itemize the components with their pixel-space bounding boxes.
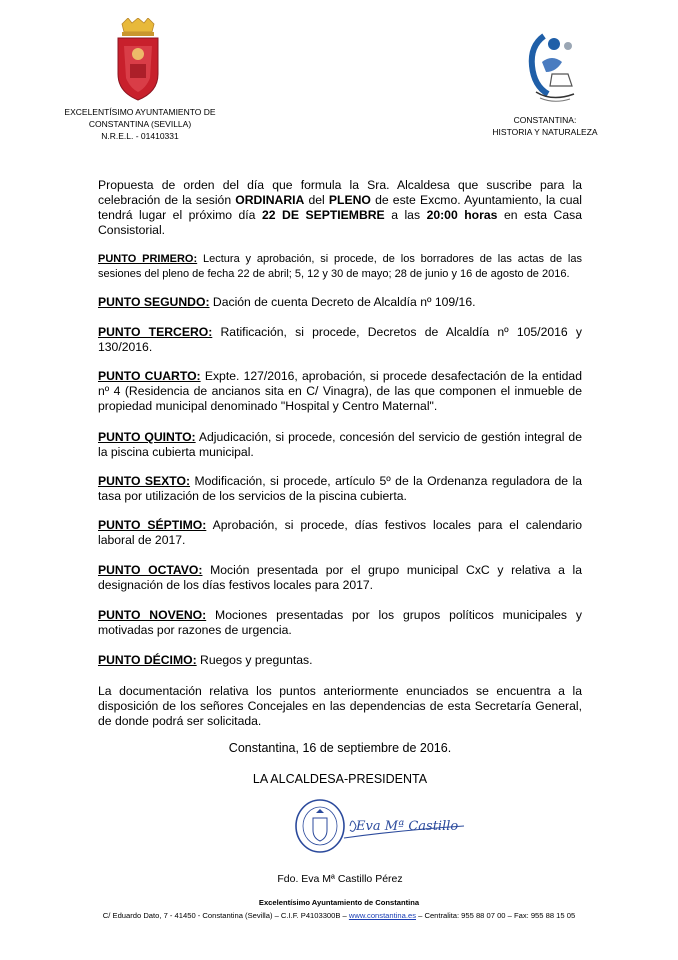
agenda-point — [98, 653, 582, 668]
tourism-town: CONSTANTINA: — [513, 115, 577, 125]
session-type: ORDINARIA — [235, 193, 305, 207]
agenda-point-label: PUNTO OCTAVO: — [98, 563, 203, 577]
intro-text-2: del — [304, 193, 329, 207]
agenda-point-text: Expte. 127/2016, aprobación, si procede desafectación de la entidad nº 4 (Residencia de ancianos sita en C/ Vinagra), de las que componen el inmueble de propiedad municipal denominado "Hospital y Centro Maternal". — [98, 369, 582, 413]
tourism-logo — [522, 32, 580, 104]
official-seal-signature — [292, 796, 472, 854]
agenda-point-text: Adjudicación, si procede, concesión del servicio de gestión integral de la piscina cubierta municipal. — [98, 430, 582, 459]
session-date: 22 DE SEPTIEMBRE — [261, 208, 385, 222]
issuer-header — [40, 106, 240, 142]
website-link[interactable]: www.constantina.es — [348, 911, 417, 920]
agenda-point-label: PUNTO SEXTO: — [98, 474, 191, 488]
signed-by: Fdo. Eva Mª Castillo Pérez — [277, 873, 403, 885]
agenda-point — [98, 295, 582, 310]
agenda-point — [98, 563, 582, 593]
agenda-point-text: Modificación, si procede, artículo 5º de la Ordenanza reguladora de la tasa por utilización de los servicios de la piscina cubierta. — [98, 474, 582, 503]
intro-text-1: Propuesta de orden del día que formula la Sra. Alcaldesa que suscribe para la celebración de la sesión — [98, 178, 582, 207]
closing-paragraph: La documentación relativa los puntos anteriormente enunciados se encuentra a la disposición de los señores Concejales en las dependencias de esta Secretaría General, de donde podrá ser solicitada. — [98, 684, 582, 728]
agenda-point-label: PUNTO PRIMERO: — [98, 253, 198, 265]
agenda-point — [98, 518, 582, 548]
agenda-point — [98, 369, 582, 414]
coat-of-arms-logo — [112, 18, 164, 102]
agenda-point-text: Ratificación, si procede, Decretos de Alcaldía nº 105/2016 y 130/2016. — [98, 325, 582, 354]
footer-address: C/ Eduardo Dato, 7 - 41450 - Constantina (Sevilla) – C.I.F. P4103300B – — [102, 911, 349, 920]
agenda-point-text: Aprobación, si procede, días festivos locales para el calendario laboral de 2017. — [98, 518, 582, 547]
agenda-point — [98, 252, 582, 282]
date-line: Constantina, 16 de septiembre de 2016. — [228, 741, 452, 755]
agenda-point-text: Moción presentada por el grupo municipal CxC y relativa a la designación de los días festivos locales para 2017. — [98, 563, 582, 592]
agenda-point — [98, 474, 582, 504]
issuer-nrel: N.R.E.L. - 01410331 — [101, 131, 179, 141]
agenda-point-label: PUNTO QUINTO: — [98, 430, 196, 444]
agenda-point-label: PUNTO SEGUNDO: — [98, 295, 210, 309]
intro-paragraph — [98, 178, 582, 238]
intro-text-3: de este Excmo. Ayuntamiento, la cual tendrá lugar el próximo día — [98, 193, 582, 222]
issuer-location: CONSTANTINA (SEVILLA) — [88, 119, 192, 129]
tourism-slogan: HISTORIA Y NATURALEZA — [492, 127, 598, 137]
tourism-header — [470, 114, 620, 138]
intro-text-5: en esta Casa Consistorial. — [98, 208, 582, 237]
footer-phone-fax: – Centralita: 955 88 07 00 – Fax: 955 88 15 05 — [416, 911, 576, 920]
intro-text-4: a las — [384, 208, 427, 222]
agenda-point-text: Ruegos y preguntas. — [196, 653, 313, 667]
session-time: 20:00 horas — [426, 208, 498, 222]
issuer-name: EXCELENTÍSIMO AYUNTAMIENTO DE — [64, 107, 216, 117]
signature-scrawl: Eva Mª Castillo — [356, 819, 459, 834]
agenda-point-label: PUNTO TERCERO: — [98, 325, 213, 339]
agenda-point-text: Lectura y aprobación, si procede, de los borradores de las actas de las sesiones del pleno de fecha 22 de abril; 5, 12 y 30 de mayo; 28 de junio y 16 de agosto de 2016. — [98, 253, 582, 280]
agenda-point-text: Dación de cuenta Decreto de Alcaldía nº 109/16. — [209, 295, 476, 309]
agenda-point-label: PUNTO SÉPTIMO: — [98, 518, 207, 532]
agenda-point-text: Mociones presentadas por los grupos políticos municipales y motivadas por razones de urgencia. — [98, 608, 582, 637]
agenda-point-label: PUNTO DÉCIMO: — [98, 653, 197, 667]
agenda-point — [98, 608, 582, 638]
body-type: PLENO — [328, 193, 371, 207]
agenda-point — [98, 430, 582, 460]
agenda-point-label: PUNTO CUARTO: — [98, 369, 201, 383]
agenda-point-label: PUNTO NOVENO: — [98, 608, 207, 622]
footer-title: Excelentísimo Ayuntamiento de Constantina — [258, 898, 420, 907]
agenda-point — [98, 325, 582, 355]
footer-contact — [0, 911, 678, 920]
signer-title: LA ALCALDESA-PRESIDENTA — [252, 772, 428, 786]
